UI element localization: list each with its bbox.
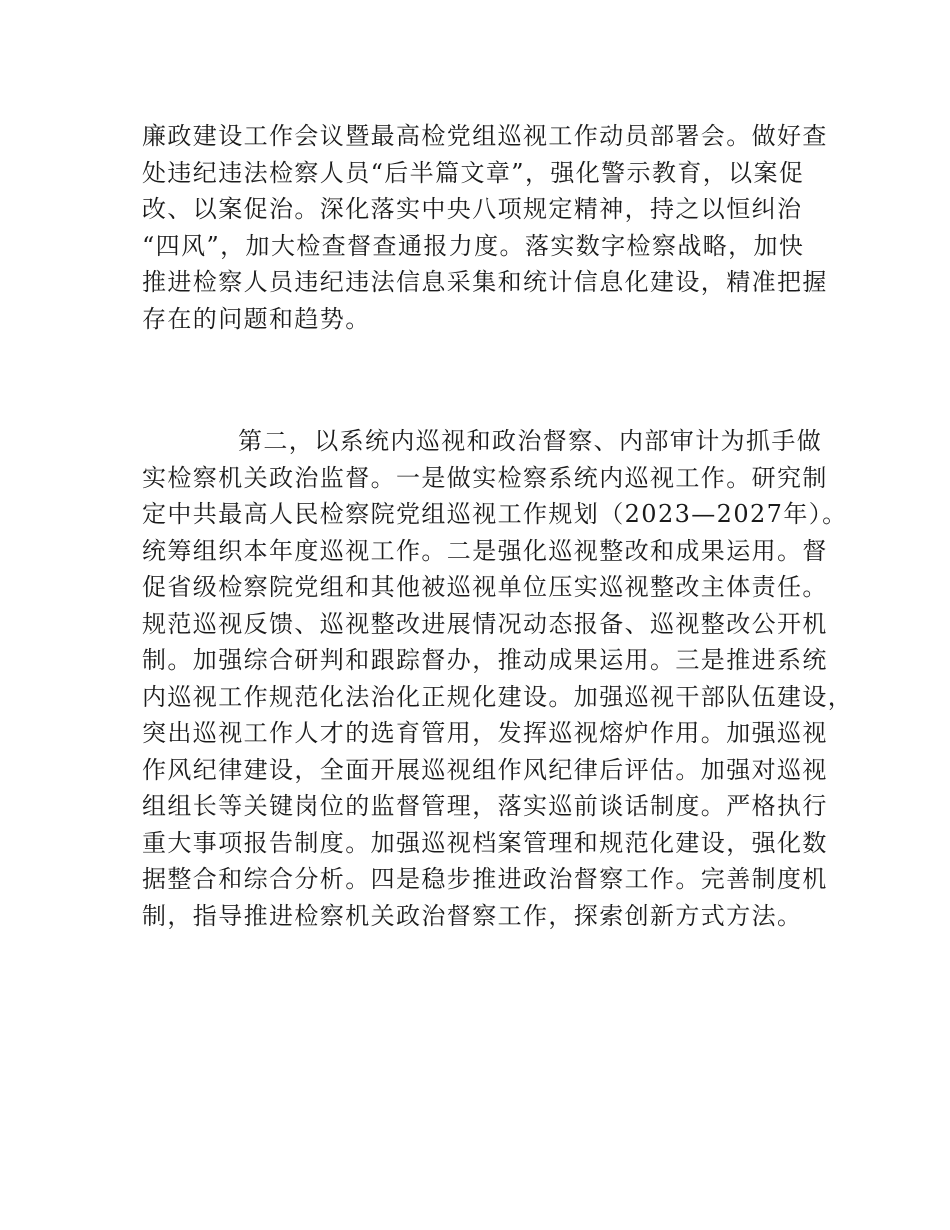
- paragraph-line: 重大事项报告制度。加强巡视档案管理和规范化建设，强化数: [142, 828, 828, 857]
- paragraph-line: 突出巡视工作人才的选育管用，发挥巡视熔炉作用。加强巡视: [142, 719, 828, 747]
- paragraph-line: “四风”，加大检查督查通报力度。落实数字检察战略，加快: [142, 231, 805, 260]
- paragraph-line: 处违纪违法检察人员“后半篇文章”，强化警示教育，以案促: [142, 158, 805, 187]
- paragraph-line: 规范巡视反馈、巡视整改进展情况动态报备、巡视整改公开机: [142, 609, 828, 638]
- paragraph-line: 据整合和综合分析。四是稳步推进政治督察工作。完善制度机: [142, 865, 828, 893]
- paragraph-line: 统筹组织本年度巡视工作。二是强化巡视整改和成果运用。督: [142, 536, 828, 565]
- paragraph-line: 促省级检察院党组和其他被巡视单位压实巡视整改主体责任。: [142, 573, 828, 601]
- paragraph-line: 制。加强综合研判和跟踪督办，推动成果运用。三是推进系统: [142, 646, 828, 674]
- paragraph-1: [142, 118, 832, 337]
- paragraph-line: 制，指导推进检察机关政治督察工作，探索创新方式方法。: [142, 901, 803, 930]
- paragraph-line: 组组长等关键岗位的监督管理，落实巡前谈话制度。严格执行: [142, 792, 828, 820]
- paragraph-line: 改、以案促治。深化落实中央八项规定精神，持之以恒纠治: [142, 195, 803, 223]
- paragraph-line: 存在的问题和趋势。: [142, 304, 371, 333]
- paragraph-line: 定中共最高人民检察院党组巡视工作规划（2023—2027年）。: [142, 500, 848, 528]
- paragraph-line: 内巡视工作规范化法治化正规化建设。加强巡视干部队伍建设，: [142, 682, 854, 711]
- paragraph-line: 推进检察人员违纪违法信息采集和统计信息化建设，精准把握: [142, 268, 828, 296]
- paragraph-2: [142, 423, 854, 934]
- paragraph-line: 实检察机关政治监督。一是做实检察系统内巡视工作。研究制: [142, 463, 828, 492]
- paragraph-line: 廉政建设工作会议暨最高检党组巡视工作动员部署会。做好查: [142, 122, 828, 150]
- paragraph-line: 第二，以系统内巡视和政治督察、内部审计为抓手做: [238, 427, 823, 455]
- paragraph-line: 作风纪律建设，全面开展巡视组作风纪律后评估。加强对巡视: [142, 755, 828, 784]
